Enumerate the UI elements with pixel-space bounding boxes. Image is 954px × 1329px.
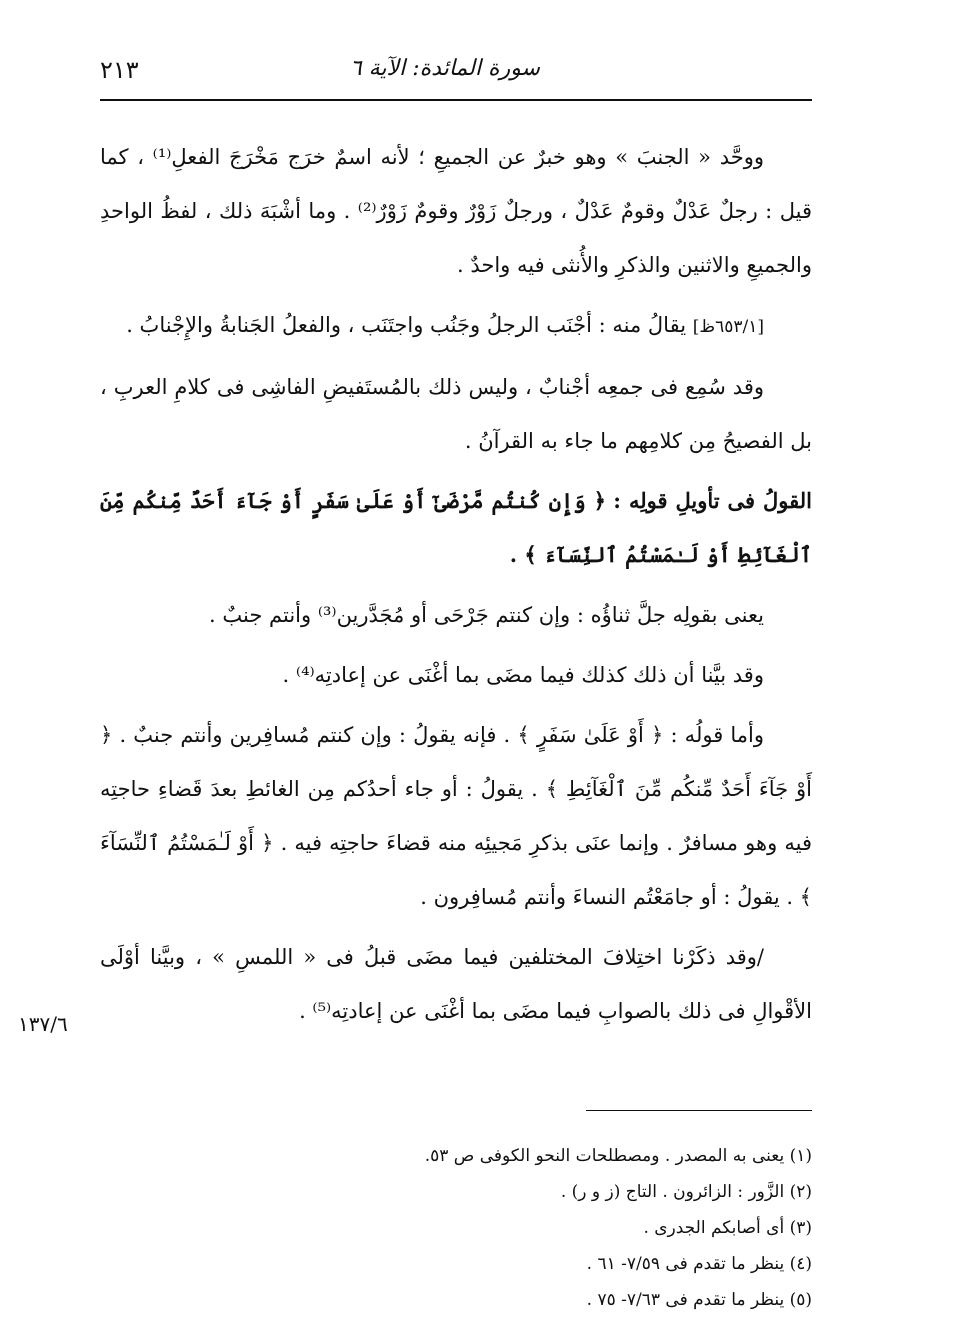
running-title: سورة المائدة: الآية ٦ xyxy=(349,56,540,81)
paragraph-5: وقد بيَّنا أن ذلك كذلك فيما مضَى بما أغْنَى عن إعادتِه⁽⁴⁾ . xyxy=(282,663,764,687)
paragraph-3: وقد سُمِع فى جمعِه أجْنابٌ ، وليس ذلك بالمُستَفيضِ الفاشِى فى كلامِ العربِ ، بل الفصيحُ مِن كلامِهم ما جاء به القرآنُ . xyxy=(100,375,812,453)
paragraph-2 xyxy=(100,298,812,354)
footnote-4: (٤) ينظر ما تقدم فى ٧/٥٩- ٦١ . xyxy=(586,1254,812,1274)
footnote-5: (٥) ينظر ما تقدم فى ٧/٦٣- ٧٥ . xyxy=(586,1290,812,1310)
section-heading xyxy=(100,474,812,582)
footnotes xyxy=(100,1138,812,1318)
paragraph-1: ووحَّد « الجنبَ » وهو خبرٌ عن الجميعِ ؛ لأنه اسمٌ خرَج مَخْرَجَ الفعلِ⁽¹⁾ ، كما قيل : رجلٌ عَدْلٌ وقومٌ عَدْلٌ ، ورجلٌ زَوْرٌ وقومٌ زَوْرٌ⁽²⁾ . وما أشْبَهَ ذلك ، لفظُ الواحدِ والجميعِ والاثنين والذكرِ والأُنثى فيه واحدٌ . xyxy=(100,145,812,277)
paragraph-2-text: يقالُ منه : أجْنَب الرجلُ وجَنُب واجتَنَب ، والفعلُ الجَنابةُ والإِجْنابُ . xyxy=(126,313,687,337)
main-text xyxy=(100,130,812,1044)
header-divider xyxy=(100,99,812,101)
paragraph-7: /وقد ذكَرْنا اختِلافَ المختلفين فيما مضَى قبلُ فى « اللمسِ » ، وبيَّنا أوْلَى الأقْوالِ فى ذلك بالصوابِ فيما مضَى بما أغْنَى عن إعادتِه⁽⁵⁾ . xyxy=(100,945,812,1023)
paragraph-6: وأما قولُه : ﴿ أَوْ عَلَىٰ سَفَرٍ ﴾ . فإنه يقولُ : وإن كنتم مُسافِرين وأنتم جنبٌ . ﴿ أَوْ جَآءَ أَحَدٌ مِّنكُم مِّنَ ٱلْغَآئِطِ ﴾ . يقولُ : أو جاء أحدُكم مِن الغائطِ بعدَ قَضاءِ حاجتِه فيه وهو مسافرٌ . وإنما عنَى بذكرِ مَجيئِه منه قضاءَ حاجتِه فيه . ﴿ أَوْ لَـٰمَسْتُمُ ٱلنِّسَآءَ ﴾ . يقولُ : أو جامَعْتُم النساءَ وأنتم مُسافِرون . xyxy=(100,723,812,909)
paragraph-4: يعنى بقولِه جلَّ ثناؤُه : وإن كنتم جَرْحَى أو مُجَدَّرين⁽³⁾ وأنتم جنبٌ . xyxy=(209,603,764,627)
page-number: ٢١٣ xyxy=(100,56,139,84)
manuscript-ref: [٦٥٣/١ظ] xyxy=(692,317,764,337)
margin-volume-ref: ١٣٧/٦ xyxy=(18,1012,68,1036)
heading-quran-quote: ﴿ وَإِن كُنتُم مَّرْضَىٰٓ أَوْ عَلَىٰ سَفَرٍ أَوْ جَآءَ أَحَدٌ مِّنكُم مِّنَ ٱلْغَآئِطِ أَوْ لَـٰمَسْتُمُ ٱلنِّسَآءَ ﴾ . xyxy=(100,488,812,567)
footnote-3: (٣) أى أصابكم الجدرى . xyxy=(643,1218,812,1238)
heading-lead: القولُ فى تأويلِ قولِه : xyxy=(613,488,812,513)
footnote-1: (١) يعنى به المصدر . ومصطلحات النحو الكوفى ص ٥٣. xyxy=(424,1146,812,1166)
page-header xyxy=(100,52,812,92)
footnote-2: (٢) الزَّور : الزائرون . التاج (ز و ر) . xyxy=(560,1182,812,1202)
footnote-divider xyxy=(586,1110,812,1111)
